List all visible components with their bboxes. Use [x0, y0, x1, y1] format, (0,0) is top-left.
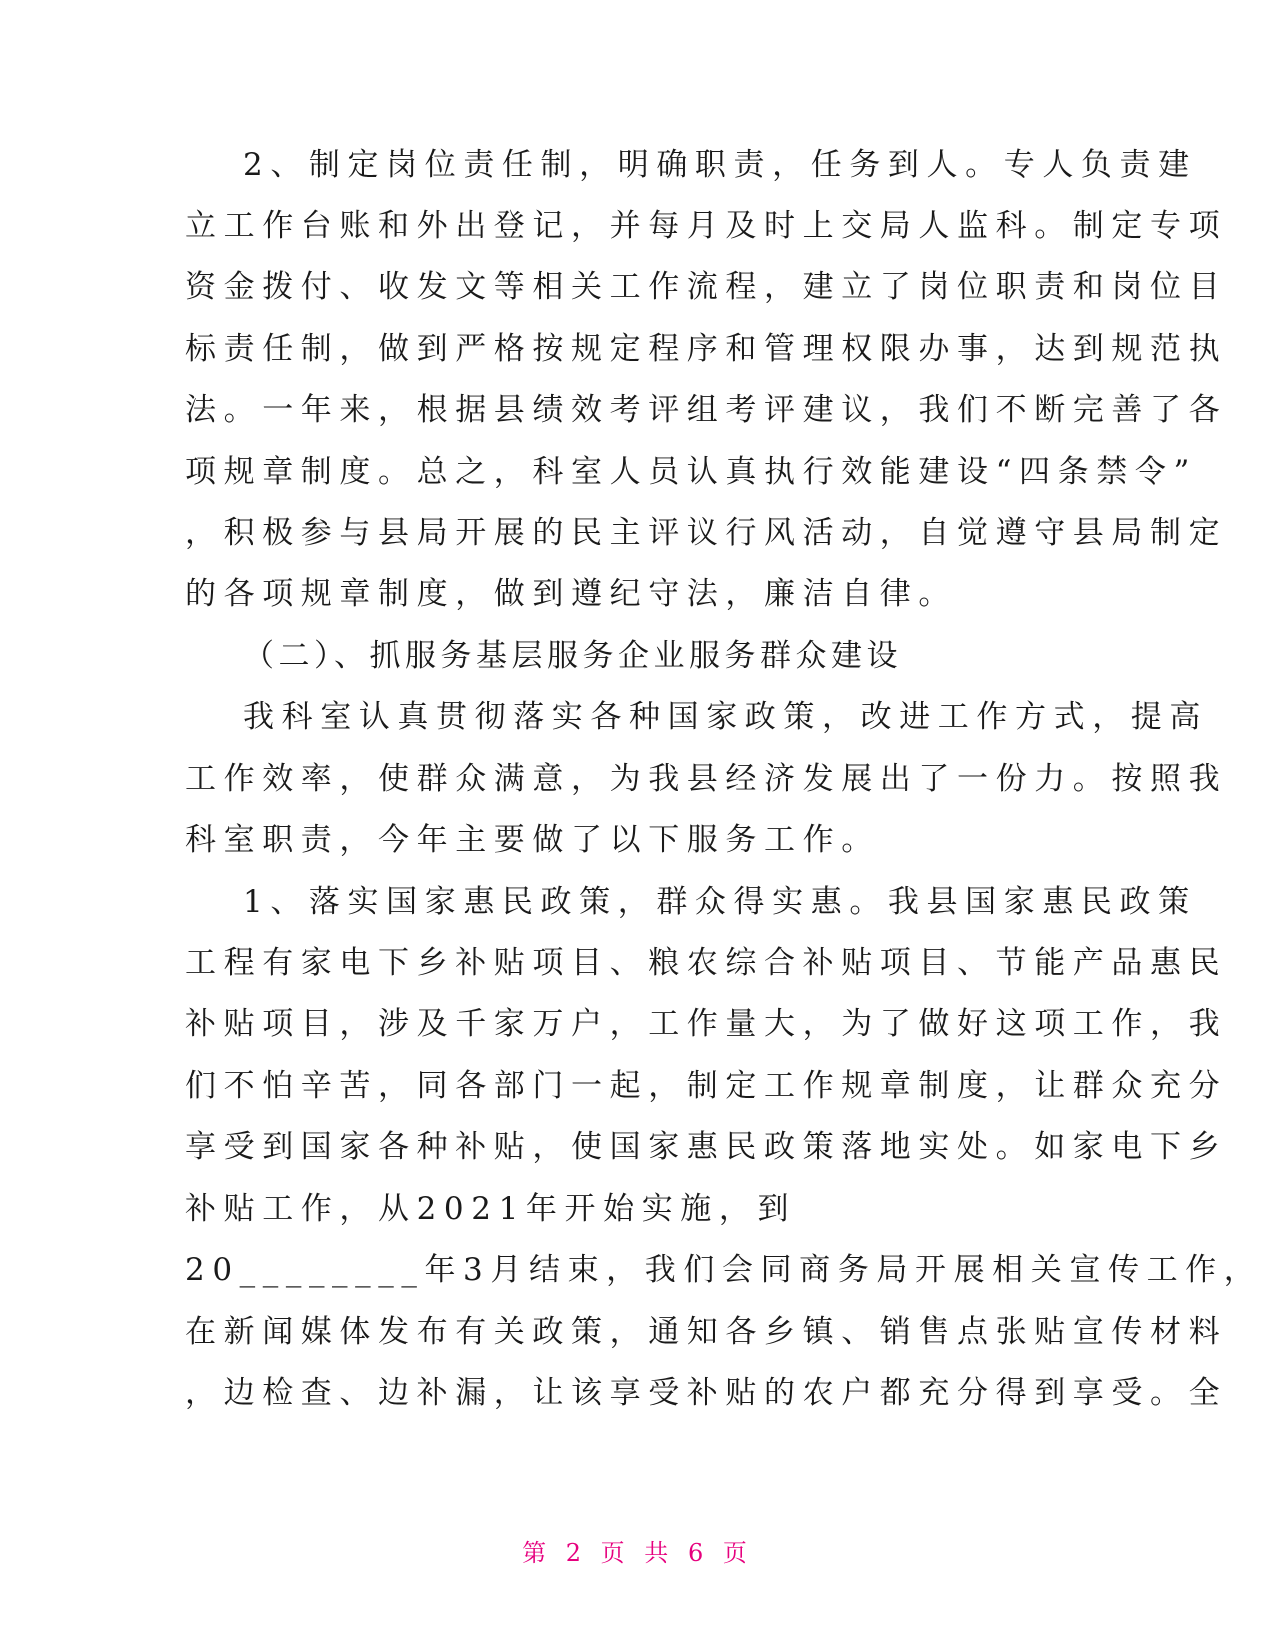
text-line: 补贴项目，涉及千家万户，工作量大，为了做好这项工作，我	[185, 1006, 1228, 1042]
text-line: 法。一年来，根据县绩效考评组考评建议，我们不断完善了各	[185, 392, 1228, 428]
text-line: 标责任制，做到严格按规定程序和管理权限办事，达到规范执	[185, 331, 1228, 367]
text-line: 工作效率，使群众满意，为我县经济发展出了一份力。按照我	[185, 761, 1228, 797]
text-line: ，边检查、边补漏，让该享受补贴的农户都充分得到享受。全	[185, 1375, 1228, 1411]
text-line: 1、落实国家惠民政策，群众得实惠。我县国家惠民政策	[243, 884, 1197, 920]
text-line: 立工作台账和外出登记，并每月及时上交局人监科。制定专项	[185, 208, 1228, 244]
text-line: 资金拨付、收发文等相关工作流程，建立了岗位职责和岗位目	[185, 269, 1228, 305]
text-line: 补贴工作，从2021年开始实施，到	[185, 1191, 797, 1227]
text-line: 2、制定岗位责任制，明确职责，任务到人。专人负责建	[243, 147, 1197, 183]
text-line: 工程有家电下乡补贴项目、粮农综合补贴项目、节能产品惠民	[185, 945, 1228, 981]
text-line: ，积极参与县局开展的民主评议行风活动，自觉遵守县局制定	[185, 515, 1228, 551]
section-heading: （二）、抓服务基层服务企业服务群众建设	[243, 638, 902, 674]
text-line: 科室职责，今年主要做了以下服务工作。	[185, 822, 880, 858]
text-line: 的各项规章制度，做到遵纪守法，廉洁自律。	[185, 576, 957, 612]
text-line: 在新闻媒体发布有关政策，通知各乡镇、销售点张贴宣传材料	[185, 1314, 1228, 1350]
text-line: 享受到国家各种补贴，使国家惠民政策落地实处。如家电下乡	[185, 1129, 1228, 1165]
text-line: 们不怕辛苦，同各部门一起，制定工作规章制度，让群众充分	[185, 1068, 1228, 1104]
page-number-footer: 第 2 页 共 6 页	[522, 1539, 753, 1567]
text-line: 项规章制度。总之，科室人员认真执行效能建设“四条禁令”	[185, 454, 1197, 490]
text-line: 我科室认真贯彻落实各种国家政策，改进工作方式，提高	[243, 699, 1208, 735]
text-line: 20________年3月结束，我们会同商务局开展相关宣传工作，	[185, 1252, 1263, 1288]
